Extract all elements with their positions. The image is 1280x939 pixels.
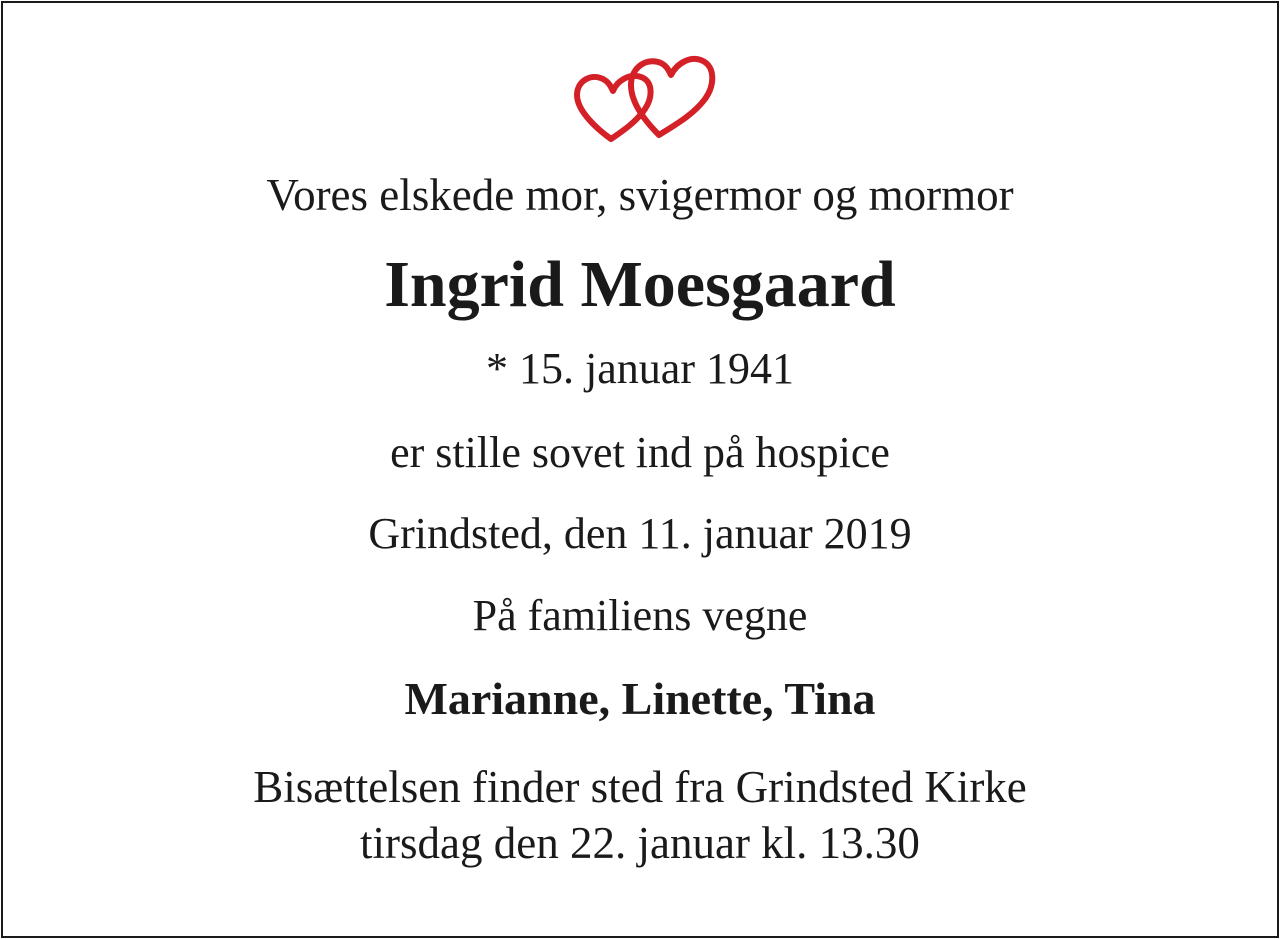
funeral-time: tirsdag den 22. januar kl. 13.30 <box>360 818 920 868</box>
obituary-notice <box>1 1 1279 938</box>
double-hearts-icon <box>569 43 719 153</box>
passing-text: er stille sovet ind på hospice <box>390 428 890 477</box>
funeral-location: Bisættelsen finder sted fra Grindsted Kirke <box>253 762 1027 812</box>
deceased-name: Ingrid Moesgaard <box>384 248 896 321</box>
birth-date: * 15. januar 1941 <box>486 344 794 393</box>
on-behalf-text: På familiens vegne <box>472 591 808 640</box>
place-and-date: Grindsted, den 11. januar 2019 <box>368 509 912 558</box>
intro-text: Vores elskede mor, svigermor og mormor <box>266 170 1014 220</box>
family-names: Marianne, Linette, Tina <box>404 673 876 724</box>
